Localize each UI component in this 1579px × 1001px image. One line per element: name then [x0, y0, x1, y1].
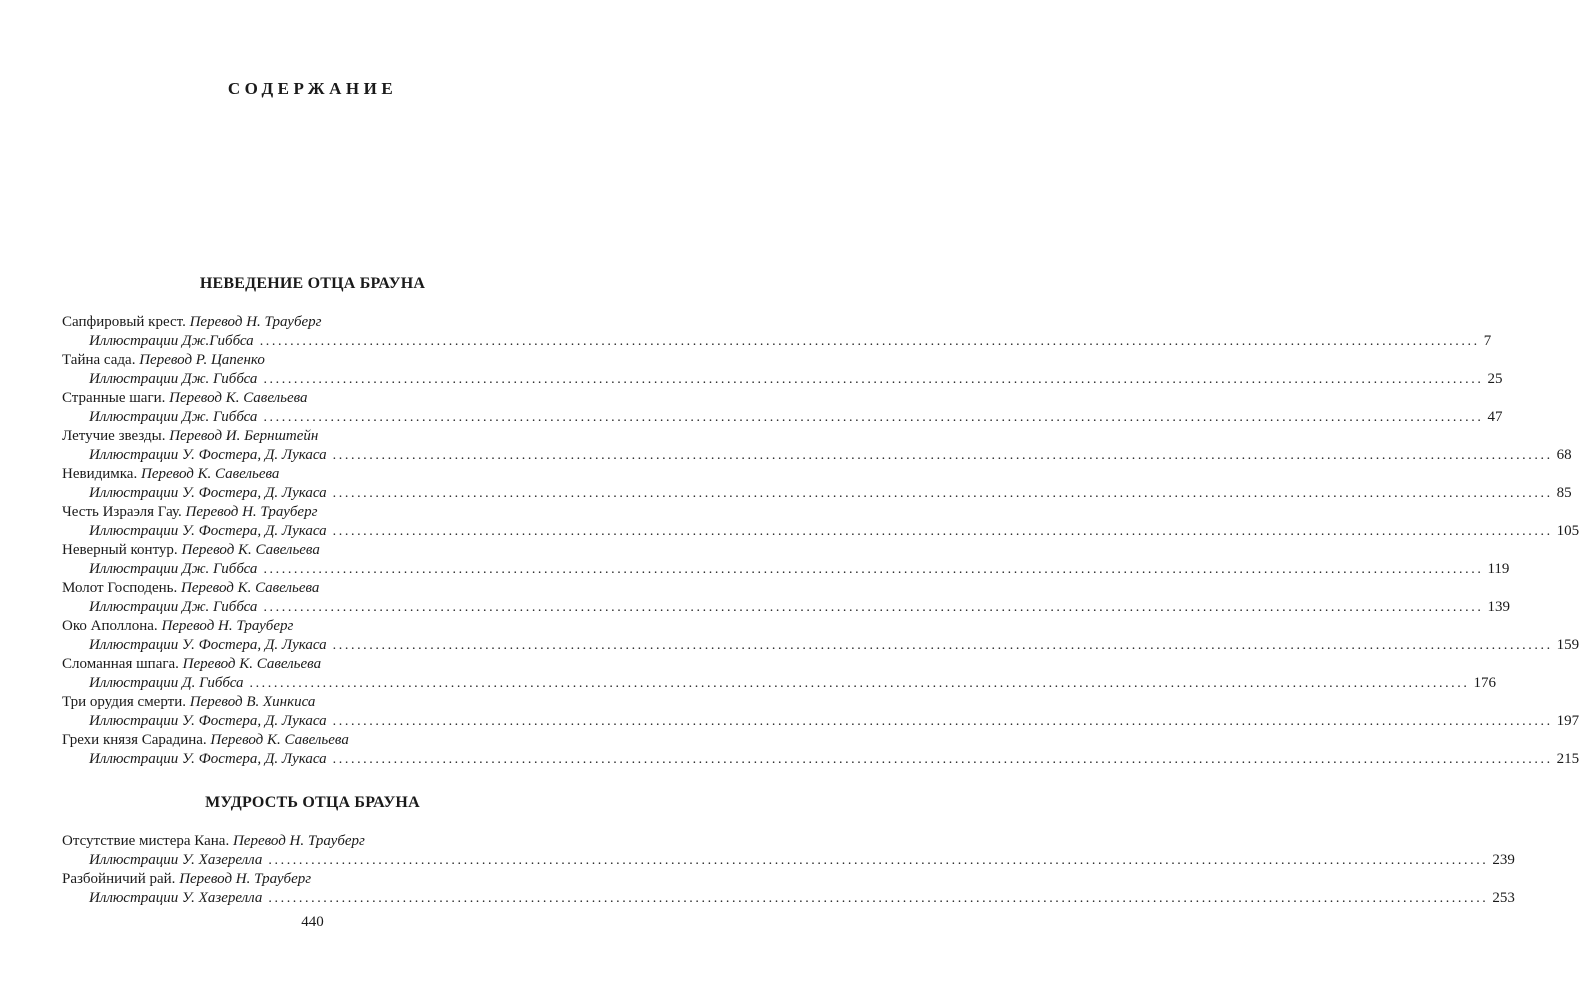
- toc-entry: [62, 579, 1510, 617]
- illustrator: Иллюстрации У. Хазерелла: [89, 890, 263, 906]
- toc-entry: [62, 832, 1515, 870]
- translator: Перевод К. Савельева: [181, 580, 320, 596]
- toc-entry: [62, 465, 1572, 503]
- toc-entry-heading: [62, 832, 562, 851]
- dot-leader: ........................................................................................................................................................................................................: [332, 638, 1553, 653]
- illustrator: Иллюстрации Дж.Гиббса: [89, 333, 254, 349]
- toc-entry-heading: [62, 313, 562, 332]
- story-title: Странные шаги.: [62, 390, 166, 406]
- toc-entry-heading: [62, 541, 562, 560]
- page-ref: 119: [1487, 561, 1510, 577]
- story-title: Невидимка.: [62, 466, 138, 482]
- illustrator: Иллюстрации У. Фостера, Д. Лукаса: [89, 485, 327, 501]
- illustrator: Иллюстрации Дж. Гиббса: [89, 561, 258, 577]
- dot-leader: ........................................................................................................................................................................................................: [259, 334, 1480, 349]
- toc-entry: [62, 351, 1503, 389]
- translator: Перевод К. Савельева: [169, 390, 308, 406]
- dot-leader: ........................................................................................................................................................................................................: [332, 752, 1553, 767]
- page-ref: 105: [1556, 523, 1579, 539]
- dot-leader: ........................................................................................................................................................................................................: [249, 676, 1470, 691]
- toc-entry-heading: [62, 465, 562, 484]
- toc-entry-detail: [62, 889, 1515, 908]
- dot-leader: ........................................................................................................................................................................................................: [332, 486, 1553, 501]
- page-ref: 47: [1487, 409, 1503, 425]
- toc-entry-heading: [62, 503, 562, 522]
- toc-entry: [62, 313, 1492, 351]
- story-title: Сапфировый крест.: [62, 314, 186, 330]
- illustrator: Иллюстрации Дж. Гиббса: [89, 409, 258, 425]
- toc-entry: [62, 870, 1515, 908]
- toc-entry-detail: [62, 370, 1503, 389]
- toc-entry-detail: [62, 408, 1503, 427]
- page-title: СОДЕРЖАНИЕ: [227, 79, 398, 98]
- story-title: Сломанная шпага.: [62, 656, 179, 672]
- page-ref: 85: [1556, 485, 1572, 501]
- translator: Перевод Н. Трауберг: [161, 618, 294, 634]
- toc-entry-detail: [62, 522, 1579, 541]
- toc-entry: [62, 541, 1510, 579]
- translator: Перевод И. Бернштейн: [169, 428, 319, 444]
- dot-leader: ........................................................................................................................................................................................................: [332, 448, 1553, 463]
- toc-entry-heading: [62, 693, 562, 712]
- translator: Перевод Н. Трауберг: [179, 871, 312, 887]
- toc-entry: [62, 655, 1496, 693]
- page-ref: 68: [1556, 447, 1572, 463]
- toc-entry-detail: [62, 636, 1579, 655]
- toc-entry-heading: [62, 731, 562, 750]
- toc-entry-heading: [62, 351, 562, 370]
- dot-leader: ........................................................................................................................................................................................................: [332, 714, 1553, 729]
- illustrator: Иллюстрации У. Фостера, Д. Лукаса: [89, 713, 327, 729]
- page-ref: 139: [1487, 599, 1510, 615]
- page-ref: 176: [1473, 675, 1496, 691]
- story-title: Отсутствие мистера Кана.: [62, 833, 230, 849]
- dot-leader: ........................................................................................................................................................................................................: [332, 524, 1553, 539]
- page-ref: 239: [1492, 852, 1515, 868]
- toc-entry-detail: [62, 560, 1510, 579]
- translator: Перевод К. Савельева: [210, 732, 349, 748]
- illustrator: Иллюстрации У. Фостера, Д. Лукаса: [89, 637, 327, 653]
- toc-list: [62, 832, 1515, 908]
- illustrator: Иллюстрации У. Фостера, Д. Лукаса: [89, 751, 327, 767]
- dot-leader: ........................................................................................................................................................................................................: [263, 410, 1484, 425]
- illustrator: Иллюстрации Дж. Гиббса: [89, 599, 258, 615]
- toc-entry-detail: [62, 750, 1579, 769]
- translator: Перевод В. Хинкиса: [189, 694, 316, 710]
- illustrator: Иллюстрации Д. Гиббса: [89, 675, 244, 691]
- toc-entry-heading: [62, 870, 562, 889]
- dot-leader: ........................................................................................................................................................................................................: [268, 853, 1489, 868]
- page-number: 440: [301, 914, 324, 930]
- story-title: Тайна сада.: [62, 352, 136, 368]
- page-ref: 25: [1487, 371, 1503, 387]
- toc-entry-detail: [62, 712, 1579, 731]
- section-title: НЕВЕДЕНИЕ ОТЦА БРАУНА: [199, 275, 426, 292]
- translator: Перевод Н. Трауберг: [185, 504, 318, 520]
- translator: Перевод Р. Цапенко: [139, 352, 265, 368]
- dot-leader: ........................................................................................................................................................................................................: [263, 562, 1484, 577]
- dot-leader: ........................................................................................................................................................................................................: [268, 891, 1489, 906]
- toc-entry-heading: [62, 579, 562, 598]
- toc-entry-heading: [62, 389, 562, 408]
- translator: Перевод К. Савельева: [182, 656, 322, 672]
- toc-entry-detail: [62, 332, 1492, 351]
- translator: Перевод Н. Трауберг: [189, 314, 322, 330]
- dot-leader: ........................................................................................................................................................................................................: [263, 372, 1484, 387]
- toc-entry: [62, 427, 1572, 465]
- toc-entry-detail: [62, 674, 1496, 693]
- toc-entry-heading: [62, 655, 562, 674]
- section-title: МУДРОСТЬ ОТЦА БРАУНА: [205, 794, 420, 811]
- story-title: Неверный контур.: [62, 542, 178, 558]
- story-title: Разбойничий рай.: [62, 871, 176, 887]
- toc-list: [62, 313, 1579, 769]
- toc-entry: [62, 503, 1579, 541]
- story-title: Честь Израэля Гау.: [62, 504, 182, 520]
- page-ref: 215: [1556, 751, 1579, 767]
- illustrator: Иллюстрации У. Хазерелла: [89, 852, 263, 868]
- story-title: Три орудия смерти.: [62, 694, 186, 710]
- page-ref: 253: [1492, 890, 1515, 906]
- page-ref: 7: [1483, 333, 1492, 349]
- story-title: Молот Господень.: [62, 580, 178, 596]
- toc-entry-detail: [62, 851, 1515, 870]
- toc-entry: [62, 389, 1503, 427]
- illustrator: Иллюстрации Дж. Гиббса: [89, 371, 258, 387]
- toc-entry-detail: [62, 446, 1572, 465]
- page-ref: 197: [1556, 713, 1579, 729]
- translator: Перевод К. Савельева: [140, 466, 280, 482]
- translator: Перевод К. Савельева: [181, 542, 320, 558]
- translator: Перевод Н. Трауберг: [232, 833, 365, 849]
- story-title: Око Аполлона.: [62, 618, 158, 634]
- illustrator: Иллюстрации У. Фостера, Д. Лукаса: [89, 447, 327, 463]
- toc-entry: [62, 731, 1579, 769]
- story-title: Летучие звезды.: [62, 428, 166, 444]
- page-ref: 159: [1556, 637, 1579, 653]
- toc-entry-heading: [62, 427, 562, 446]
- toc-entry: [62, 617, 1579, 655]
- illustrator: Иллюстрации У. Фостера, Д. Лукаса: [89, 523, 327, 539]
- toc-entry-heading: [62, 617, 562, 636]
- story-title: Грехи князя Сарадина.: [62, 732, 207, 748]
- toc-entry-detail: [62, 598, 1510, 617]
- toc-entry: [62, 693, 1579, 731]
- toc-entry-detail: [62, 484, 1572, 503]
- dot-leader: ........................................................................................................................................................................................................: [263, 600, 1484, 615]
